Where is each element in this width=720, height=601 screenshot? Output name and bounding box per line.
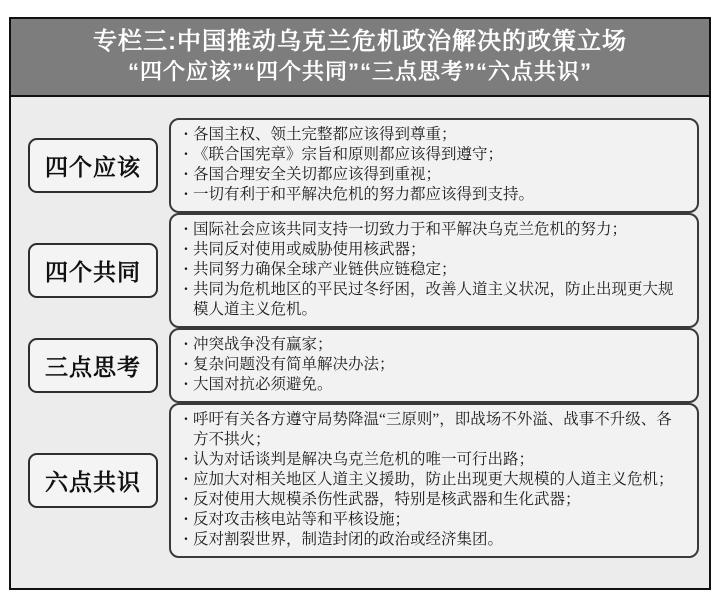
bullet-list — [179, 220, 687, 320]
bullet-text: 共同反对使用或威胁使用核武器； — [193, 241, 426, 258]
bullet-dot: · — [183, 336, 189, 353]
bullet-dot: · — [183, 376, 189, 393]
bullet-item — [179, 490, 687, 510]
bullet-item — [179, 260, 687, 280]
bullet-text: 冲突战争没有赢家； — [193, 336, 333, 353]
section-six-consensus — [19, 403, 701, 558]
bullet-item — [179, 185, 687, 205]
bullet-dot: · — [183, 411, 189, 428]
bullet-text: 反对使用大规模杀伤性武器，特别是核武器和生化武器； — [193, 491, 581, 508]
bullet-dot: · — [183, 261, 189, 278]
bullet-text: 大国对抗必须避免。 — [193, 376, 333, 393]
bullet-item — [179, 335, 687, 355]
bullet-text: 应加大对相关地区人道主义援助，防止出现更大规模的人道主义危机； — [193, 471, 674, 488]
bullet-item — [179, 470, 687, 490]
label-column — [19, 243, 167, 298]
bullet-list — [179, 125, 687, 205]
bullet-text: 各国合理安全关切都应该得到重视； — [193, 166, 442, 183]
section-content-four-commons — [169, 213, 699, 328]
panel-body — [11, 97, 709, 566]
bullet-list — [179, 335, 687, 395]
panel-title-line1: 专栏三:中国推动乌克兰危机政治解决的政策立场 — [93, 28, 627, 55]
bullet-item — [179, 510, 687, 530]
bullet-item — [179, 375, 687, 395]
section-content-three-observations — [169, 328, 699, 403]
bullet-item — [179, 220, 687, 240]
bullet-item — [179, 450, 687, 470]
bullet-dot: · — [183, 186, 189, 203]
panel-header — [11, 19, 709, 97]
bullet-item — [179, 355, 687, 375]
bullet-text: 《联合国宪章》宗旨和原则都应该得到遵守； — [193, 146, 504, 163]
bullet-item — [179, 165, 687, 185]
bullet-item — [179, 530, 687, 550]
bullet-item — [179, 125, 687, 145]
bullet-text: 反对割裂世界，制造封闭的政治或经济集团。 — [193, 531, 504, 548]
bullet-dot: · — [183, 126, 189, 143]
section-three-observations — [19, 328, 701, 403]
bullet-text: 呼吁有关各方遵守局势降温“三原则”，即战场不外溢、战事不升级、各方不拱火； — [193, 411, 672, 448]
policy-panel — [9, 17, 711, 590]
label-column — [19, 453, 167, 508]
bullet-list — [179, 410, 687, 550]
section-four-shoulds — [19, 118, 701, 213]
bullet-item — [179, 240, 687, 260]
bullet-dot: · — [183, 356, 189, 373]
label-column — [19, 138, 167, 193]
bullet-dot: · — [183, 531, 189, 548]
bullet-dot: · — [183, 491, 189, 508]
bullet-dot: · — [183, 471, 189, 488]
bullet-dot: · — [183, 451, 189, 468]
section-label-three-observations: 三点思考 — [28, 338, 158, 393]
bullet-item — [179, 410, 687, 450]
bullet-dot: · — [183, 241, 189, 258]
section-label-six-consensus: 六点共识 — [28, 453, 158, 508]
section-content-six-consensus — [169, 403, 699, 558]
bullet-text: 共同努力确保全球产业链供应链稳定； — [193, 261, 457, 278]
section-four-commons — [19, 213, 701, 328]
bullet-item — [179, 280, 687, 320]
section-content-four-shoulds — [169, 118, 699, 213]
bullet-dot: · — [183, 511, 189, 528]
bullet-dot: · — [183, 221, 189, 238]
bullet-item — [179, 145, 687, 165]
bullet-text: 复杂问题没有简单解决办法； — [193, 356, 395, 373]
bullet-text: 一切有利于和平解决危机的努力都应该得到支持。 — [193, 186, 535, 203]
section-label-four-commons: 四个共同 — [28, 243, 158, 298]
bullet-text: 各国主权、领土完整都应该得到尊重； — [193, 126, 457, 143]
bullet-dot: · — [183, 166, 189, 183]
bullet-text: 共同为危机地区的平民过冬纾困，改善人道主义状况，防止出现更大规模人道主义危机。 — [193, 281, 674, 318]
section-label-four-shoulds: 四个应该 — [28, 138, 158, 193]
bullet-text: 反对攻击核电站等和平核设施； — [193, 511, 411, 528]
panel-title-line2: “四个应该”“四个共同”“三点思考”“六点共识” — [127, 59, 592, 84]
bullet-dot: · — [183, 281, 189, 298]
bullet-dot: · — [183, 146, 189, 163]
label-column — [19, 338, 167, 393]
bullet-text: 国际社会应该共同支持一切致力于和平解决乌克兰危机的努力； — [193, 221, 628, 238]
bullet-text: 认为对话谈判是解决乌克兰危机的唯一可行出路； — [193, 451, 535, 468]
